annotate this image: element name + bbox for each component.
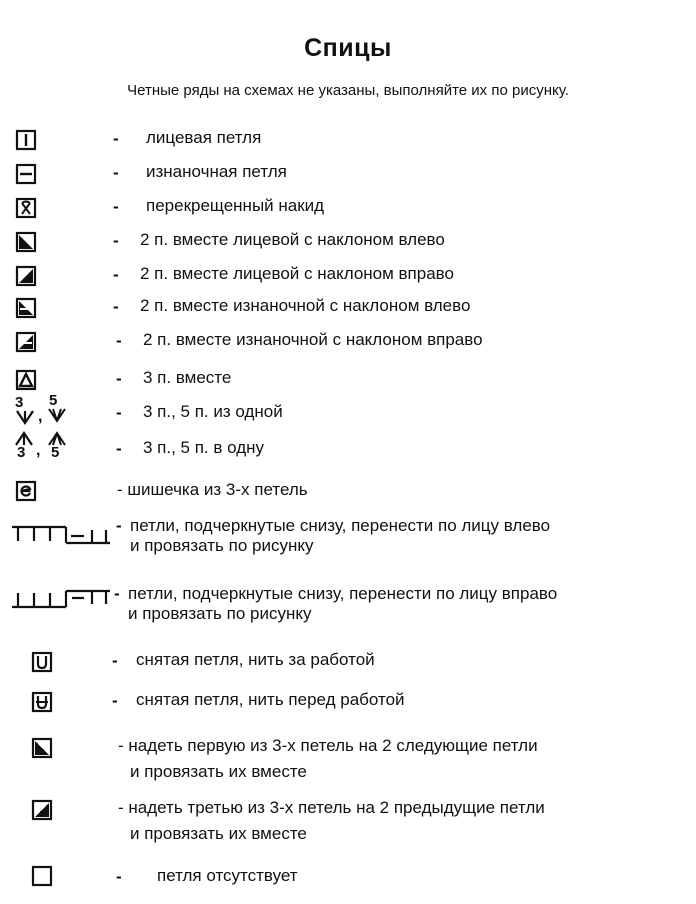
legend-dash: - bbox=[113, 163, 119, 182]
legend-text-line1: надеть первую из 3-х петель на 2 следующие петли bbox=[128, 736, 538, 755]
legend-text: 2 п. вместе лицевой с наклоном влево bbox=[140, 230, 445, 249]
legend-text-line1-with-dash bbox=[118, 798, 545, 818]
decrease-count-3: 3 bbox=[17, 444, 26, 461]
k3tog-icon bbox=[16, 370, 36, 390]
legend-dash: - bbox=[117, 480, 123, 499]
legend-dash: - bbox=[113, 265, 119, 284]
knit-stitch-icon bbox=[16, 130, 36, 150]
legend-text-line2: и провязать по рисунку bbox=[128, 604, 312, 623]
legend-text: 3 п., 5 п. из одной bbox=[143, 402, 283, 421]
legend-text: 2 п. вместе лицевой с наклоном вправо bbox=[140, 264, 454, 283]
legend-text-line1-with-dash bbox=[118, 736, 538, 756]
legend-dash: - bbox=[116, 369, 122, 388]
legend-text-line1: петли, подчеркнутые снизу, перенести по лицу влево bbox=[130, 516, 551, 535]
legend-text: 2 п. вместе изнаночной с наклоном влево bbox=[140, 296, 471, 315]
legend-dash: - bbox=[118, 798, 124, 817]
decrease-count-5: 5 bbox=[51, 444, 60, 461]
pass-third-over-icon bbox=[32, 800, 52, 820]
slip-yarn-front-icon bbox=[32, 692, 52, 712]
p2tog-left-icon bbox=[16, 298, 36, 318]
legend-dash: - bbox=[112, 691, 118, 710]
legend-text: снятая петля, нить за работой bbox=[136, 650, 375, 669]
legend-dash: - bbox=[114, 584, 120, 603]
increase-separator: , bbox=[38, 408, 43, 425]
decrease-into-one-icon bbox=[12, 432, 82, 468]
legend-text: снятая петля, нить перед работой bbox=[136, 690, 405, 709]
legend-text: лицевая петля bbox=[146, 128, 262, 147]
legend-text: изнаночная петля bbox=[146, 162, 287, 181]
legend-dash: - bbox=[113, 129, 119, 148]
k2tog-right-icon bbox=[16, 266, 36, 286]
legend-text-line1: надеть третью из 3-х петель на 2 предыдущие петли bbox=[128, 798, 545, 817]
legend-text-line2: и провязать их вместе bbox=[130, 762, 307, 781]
cross-left-icon bbox=[10, 524, 112, 546]
legend-dash: - bbox=[116, 439, 122, 458]
decrease-separator: , bbox=[36, 442, 41, 459]
bobble-icon bbox=[16, 481, 36, 501]
legend-text-with-dash bbox=[117, 480, 308, 500]
increase-from-one-icon bbox=[12, 394, 82, 430]
legend-dash: - bbox=[116, 516, 122, 535]
pass-first-over-icon bbox=[32, 738, 52, 758]
legend-dash: - bbox=[113, 297, 119, 316]
legend-text: 2 п. вместе изнаночной с наклоном вправо bbox=[143, 330, 483, 349]
increase-count-3: 3 bbox=[15, 394, 24, 411]
purl-stitch-icon bbox=[16, 164, 36, 184]
legend-text-line2: и провязать по рисунку bbox=[130, 536, 314, 555]
legend-dash: - bbox=[113, 231, 119, 250]
crossed-yarn-over-icon bbox=[16, 198, 36, 218]
no-stitch-icon bbox=[32, 866, 52, 886]
legend-text: петля отсутствует bbox=[157, 866, 298, 885]
slip-yarn-back-icon bbox=[32, 652, 52, 672]
legend-dash: - bbox=[118, 736, 124, 755]
legend-dash: - bbox=[113, 197, 119, 216]
legend-text: шишечка из 3-х петель bbox=[127, 480, 308, 499]
legend-text-line2: и провязать их вместе bbox=[130, 824, 307, 843]
legend-text: 3 п. вместе bbox=[143, 368, 232, 387]
page-subtitle: Четные ряды на схемах не указаны, выполняйте их по рисунку. bbox=[127, 82, 569, 99]
legend-dash: - bbox=[116, 867, 122, 886]
k2tog-left-icon bbox=[16, 232, 36, 252]
cross-right-icon bbox=[10, 586, 112, 610]
legend-text-line1: петли, подчеркнутые снизу, перенести по лицу вправо bbox=[128, 584, 558, 603]
p2tog-right-icon bbox=[16, 332, 36, 352]
increase-count-5: 5 bbox=[49, 392, 58, 409]
legend-dash: - bbox=[116, 403, 122, 422]
legend-dash: - bbox=[116, 331, 122, 350]
legend-text: перекрещенный накид bbox=[146, 196, 325, 215]
legend-text: 3 п., 5 п. в одну bbox=[143, 438, 265, 457]
legend-dash: - bbox=[112, 651, 118, 670]
page-title: Спицы bbox=[304, 34, 392, 62]
